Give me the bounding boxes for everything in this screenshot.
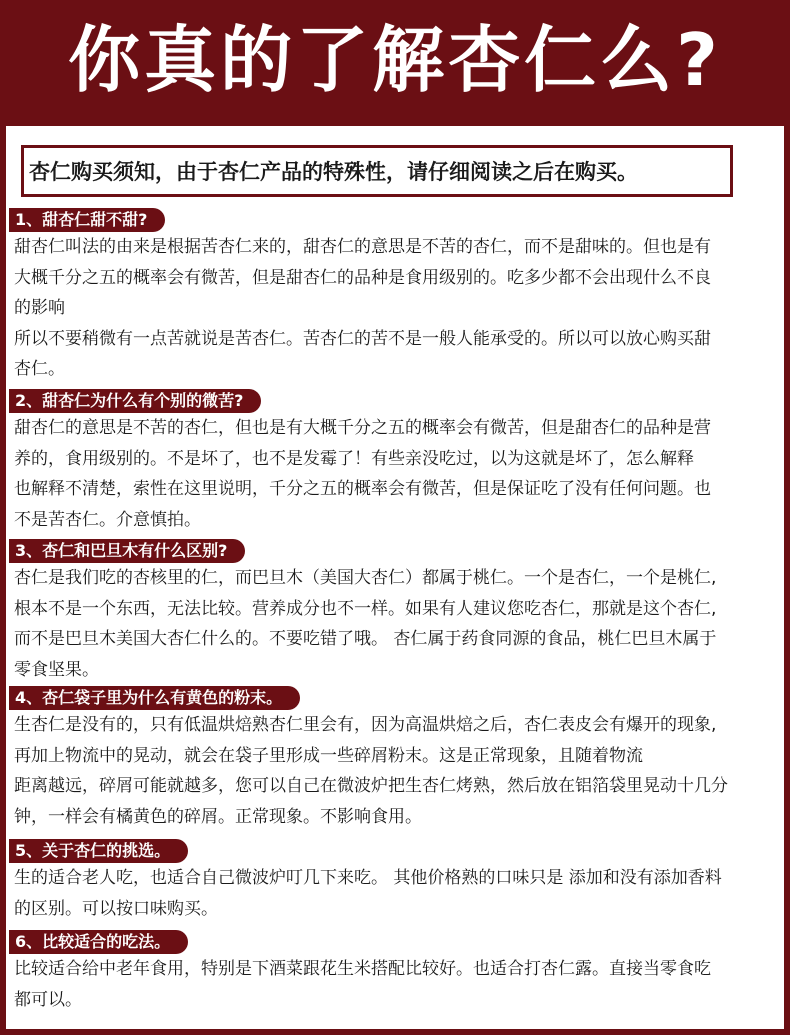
section-2 (6, 389, 784, 535)
content-panel (6, 126, 784, 1029)
section-body: 甜杏仁的意思是不苦的杏仁，但也是有大概千分之五的概率会有微苦，但是甜杏仁的品种是营 养的，食用级别的。不是坏了，也不是发霉了！有些亲没吃过，以为这就是坏了，怎么解释 也解释不清楚，索性在这里说明，千分之五的概率会有微苦，但是保证吃了没有任何问题。也 不是苦杏仁。介意慎拍。 (14, 418, 711, 530)
section-body: 甜杏仁叫法的由来是根据苦杏仁来的，甜杏仁的意思是不苦的杏仁，而不是甜味的。但也是有 大概千分之五的概率会有微苦，但是甜杏仁的品种是食用级别的。吃多少都不会出现什么不良 的影响 所以不要稍微有一点苦就说是苦杏仁。苦杏仁的苦不是一般人能承受的。所以可以放心购买甜 杏仁。 (14, 237, 711, 379)
section-body: 杏仁是我们吃的杏核里的仁，而巴旦木（美国大杏仁）都属于桃仁。一个是杏仁，一个是桃仁, 根本不是一个东西，无法比较。营养成分也不一样。如果有人建议您吃杏仁，那就是这个杏仁, 而不是巴旦木美国大杏仁什么的。不要吃错了哦。 杏仁属于药食同源的食品，桃仁巴旦木属于 零食坚果。 (14, 568, 717, 680)
section-1 (6, 208, 784, 385)
section-body: 生杏仁是没有的，只有低温烘焙熟杏仁里会有，因为高温烘焙之后，杏仁表皮会有爆开的现象, 再加上物流中的晃动，就会在袋子里形成一些碎屑粉末。这是正常现象，且随着物流 距离越远，碎屑可能就越多，您可以自己在微波炉把生杏仁烤熟，然后放在铝箔袋里晃动十几分 钟，一样会有橘黄色的碎屑。正常现象。不影响食用。 (14, 715, 728, 827)
section-heading: 3、杏仁和巴旦木有什么区别? (9, 539, 245, 563)
section-3 (6, 539, 784, 685)
section-5 (6, 839, 784, 924)
section-heading: 2、甜杏仁为什么有个别的微苦? (9, 389, 261, 413)
section-heading: 6、比较适合的吃法。 (9, 930, 188, 954)
section-body: 比较适合给中老年食用，特别是下酒菜跟花生米搭配比较好。也适合打杏仁露。直接当零食吃 都可以。 (14, 959, 711, 1010)
title-banner (0, 0, 790, 120)
page-title: 你真的了解杏仁么? (68, 18, 722, 102)
section-heading: 1、甜杏仁甜不甜? (9, 208, 165, 232)
purchase-notice: 杏仁购买须知，由于杏仁产品的特殊性，请仔细阅读之后在购买。 (21, 145, 733, 197)
section-6 (6, 930, 784, 1015)
section-heading: 5、关于杏仁的挑选。 (9, 839, 188, 863)
section-body: 生的适合老人吃，也适合自己微波炉叮几下来吃。 其他价格熟的口味只是 添加和没有添加香料 的区别。可以按口味购买。 (14, 868, 722, 919)
section-heading: 4、杏仁袋子里为什么有黄色的粉末。 (9, 686, 300, 710)
section-4 (6, 686, 784, 832)
